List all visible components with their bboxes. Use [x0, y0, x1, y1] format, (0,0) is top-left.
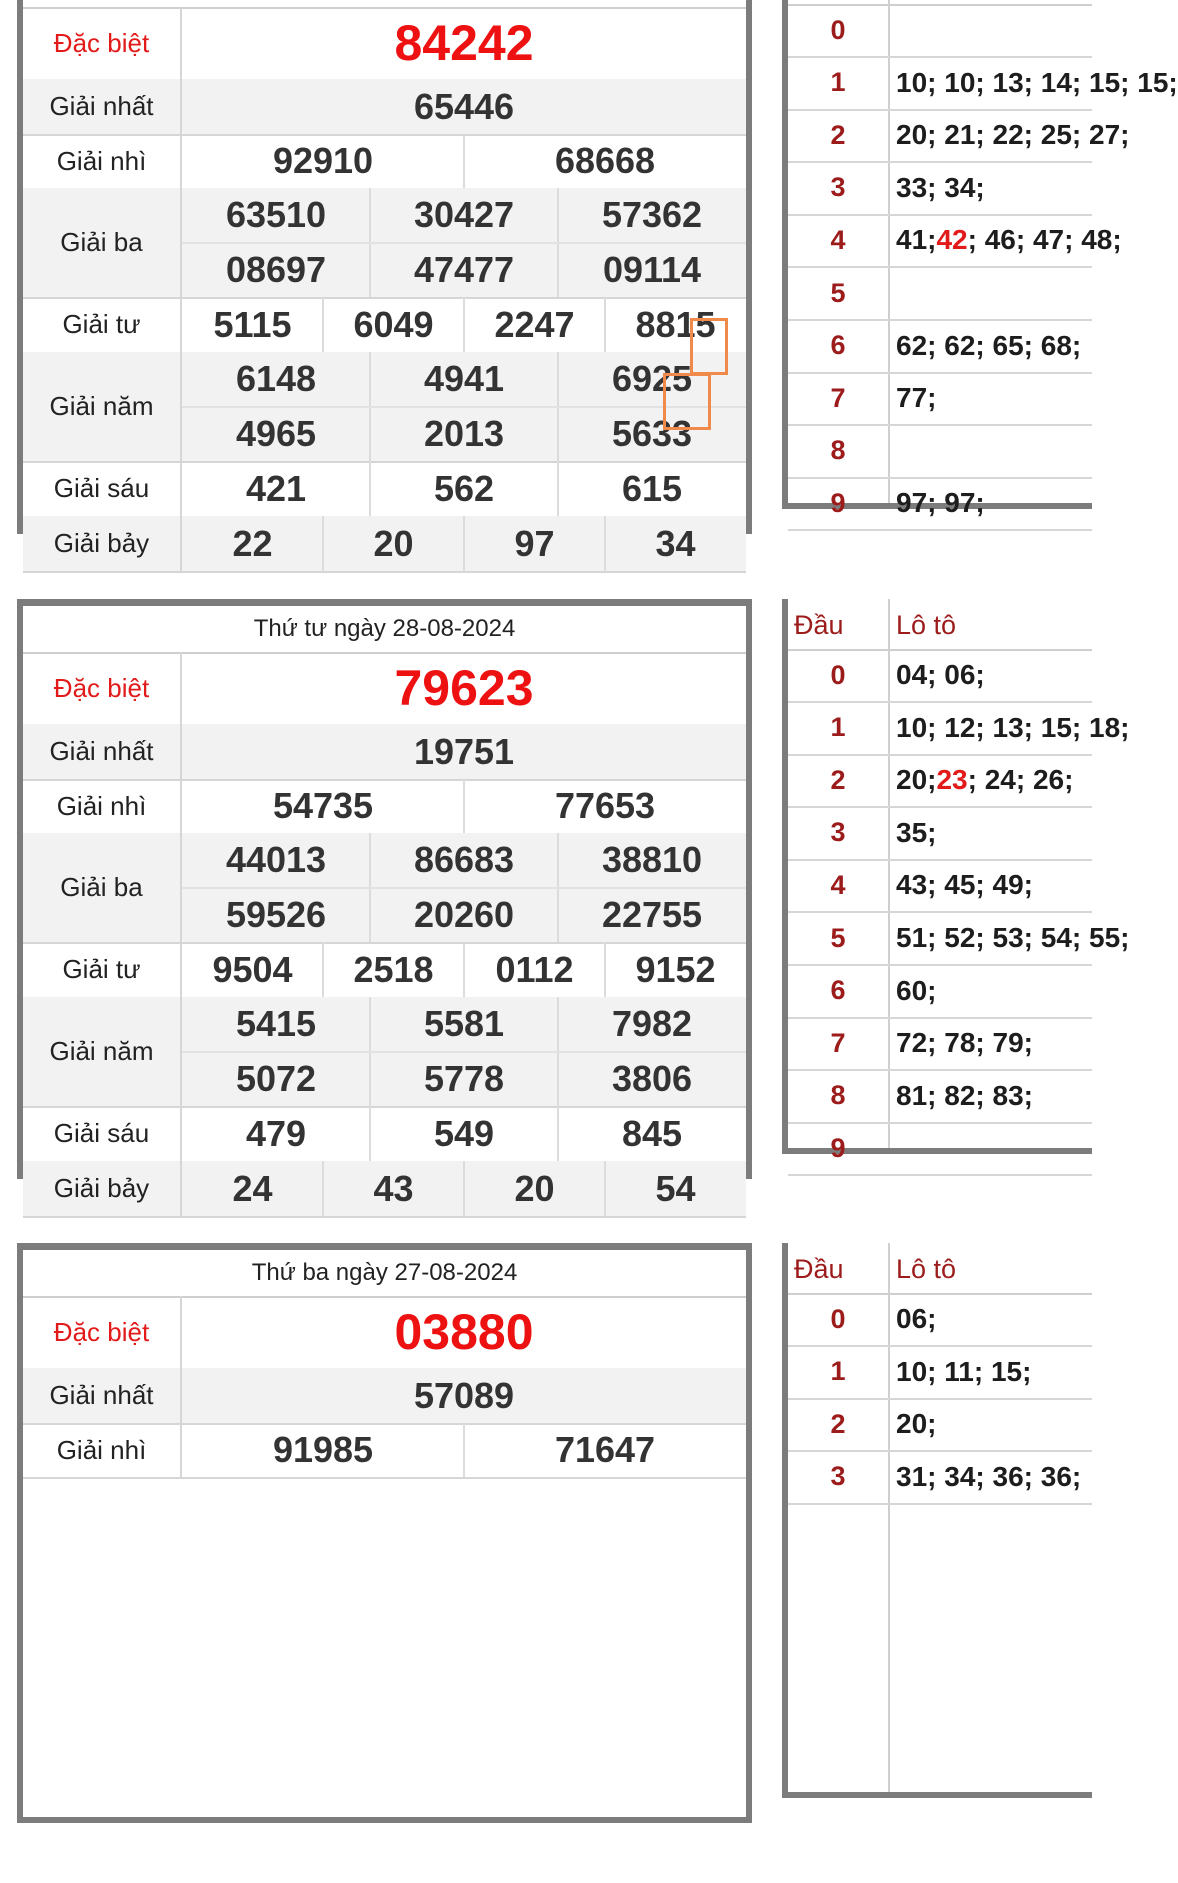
prize-values-sixth: [182, 461, 746, 516]
draw-date: Thứ tư ngày 28-08-2024: [23, 606, 746, 654]
prize-number: 9504: [212, 948, 293, 990]
prize-row-second: [23, 1423, 746, 1479]
prize-label-first: Giải nhất: [23, 79, 182, 134]
prize-row-first: [23, 1368, 746, 1425]
prize-number: 5115: [213, 303, 292, 345]
loto-head-digit: 3: [830, 1461, 846, 1492]
prize-row-seventh: [23, 1161, 746, 1218]
loto-table: [782, 599, 1130, 1163]
prize-number: 549: [433, 1112, 495, 1154]
prize-label-special: Đặc biệt: [23, 652, 182, 724]
prize-number: 6925: [611, 358, 693, 400]
loto-values: [896, 912, 1129, 964]
prize-row-third: [23, 833, 746, 944]
loto-head-digit: 1: [830, 712, 846, 743]
prize-number: 20: [373, 522, 414, 564]
loto-head-digit: 1: [830, 1356, 846, 1387]
prize-label-sixth: Giải sáu: [23, 461, 182, 516]
loto-head-digit: 8: [830, 435, 846, 466]
loto-head-digit: 2: [830, 1408, 846, 1439]
prize-label-fifth: Giải năm: [23, 352, 182, 461]
loto-values: [896, 649, 985, 701]
prize-number: 63510: [225, 194, 327, 236]
loto-values: [896, 1293, 936, 1345]
loto-values-post: ; 46; 47; 48;: [967, 224, 1122, 256]
prize-number: 54: [655, 1167, 696, 1209]
prize-label-special: Đặc biệt: [23, 1296, 182, 1368]
loto-values-pre: 20; 21; 22; 25; 27;: [896, 119, 1130, 151]
prize-number: 22: [232, 522, 273, 564]
loto-head-digit: 4: [830, 869, 846, 900]
prize-label-seventh: Giải bảy: [23, 1161, 182, 1216]
loto-values: [896, 162, 985, 214]
prize-number: 57089: [413, 1374, 515, 1416]
prize-label-seventh: Giải bảy: [23, 516, 182, 571]
loto-values: [896, 1070, 1033, 1122]
loto-row: [788, 1398, 1092, 1452]
prize-row-fifth: [23, 352, 746, 463]
loto-row: [788, 1293, 1092, 1347]
loto-values-pre: 35;: [896, 816, 937, 848]
prize-values-third: [182, 188, 746, 297]
loto-row: [788, 859, 1092, 913]
prize-row-second: [23, 779, 746, 835]
prize-number: 34: [655, 522, 696, 564]
loto-values-pre: 43; 45; 49;: [896, 869, 1033, 901]
loto-values-pre: 33; 34;: [896, 171, 985, 203]
prize-label-first: Giải nhất: [23, 1368, 182, 1423]
loto-head-digit: 2: [830, 764, 846, 795]
loto-head-digit: 8: [830, 1080, 846, 1111]
prize-row-sixth: [23, 461, 746, 518]
draw-block: [0, 1243, 1080, 1883]
prize-values-fourth: [182, 297, 746, 352]
prize-number: 47477: [413, 248, 515, 290]
loto-row: [788, 1017, 1092, 1071]
loto-head-digit: 9: [830, 1132, 846, 1163]
prize-number: 8815: [635, 303, 716, 345]
prize-values-second: [182, 779, 746, 833]
loto-values: [896, 214, 1122, 266]
prize-number: 84242: [394, 15, 534, 71]
prize-number: 562: [433, 467, 495, 509]
prize-row-fifth: [23, 997, 746, 1108]
prize-row-fourth: [23, 942, 746, 999]
prize-label-fifth: Giải năm: [23, 997, 182, 1106]
prize-number: 92910: [272, 140, 374, 181]
prize-number: 2013: [423, 412, 505, 454]
prize-values-second: [182, 1423, 746, 1477]
prize-row-special: [23, 1296, 746, 1370]
loto-values-pre: 77;: [896, 382, 937, 414]
loto-row: [788, 425, 1092, 479]
prize-number: 20260: [413, 893, 515, 935]
prize-row-sixth: [23, 1106, 746, 1163]
loto-values-pre: 72; 78; 79;: [896, 1027, 1033, 1059]
loto-row: [788, 702, 1130, 756]
prize-number: 2247: [494, 303, 575, 345]
prize-number: 19751: [413, 730, 515, 772]
prize-label-third: Giải ba: [23, 833, 182, 942]
prize-number: 5581: [423, 1003, 505, 1045]
loto-values: [896, 372, 936, 424]
prize-number: 30427: [413, 194, 515, 236]
prize-label-second: Giải nhì: [23, 134, 182, 188]
prize-row-special: [23, 652, 746, 726]
results-table: [17, 1243, 752, 1823]
prize-number: 9152: [635, 948, 716, 990]
loto-head-digit: 6: [830, 975, 846, 1006]
loto-head-digit: 7: [830, 382, 846, 413]
prize-values-sixth: [182, 1106, 746, 1161]
prize-number: 5633: [611, 412, 693, 454]
prize-label-third: Giải ba: [23, 188, 182, 297]
loto-head-digit: 3: [830, 817, 846, 848]
highlight-box: [690, 318, 728, 375]
prize-row-first: [23, 79, 746, 136]
loto-row: [788, 1070, 1092, 1124]
loto-values-pre: 81; 82; 83;: [896, 1079, 1033, 1111]
prize-values-fifth: [182, 352, 746, 461]
draw-block: [0, 0, 1178, 594]
prize-label-fourth: Giải tư: [23, 942, 182, 997]
prize-number: 54735: [272, 785, 374, 826]
prize-number: 4965: [235, 412, 317, 454]
loto-head-digit: 2: [830, 119, 846, 150]
loto-row: [788, 754, 1092, 808]
loto-head-digit: 4: [830, 224, 846, 255]
loto-row: [788, 1346, 1092, 1400]
loto-values: [896, 965, 936, 1017]
draw-date: Thứ ba ngày 27-08-2024: [23, 1250, 746, 1298]
prize-number: 08697: [225, 248, 327, 290]
loto-values-pre: 97; 97;: [896, 487, 985, 519]
prize-number: 77653: [554, 785, 656, 826]
loto-values: [896, 109, 1129, 161]
loto-values: [896, 320, 1081, 372]
loto-header: [788, 599, 1092, 651]
loto-head-digit: 5: [830, 922, 846, 953]
loto-head-label: Đầu: [794, 610, 844, 640]
prize-number: 479: [245, 1112, 307, 1154]
loto-head-digit: 0: [830, 1303, 846, 1334]
loto-values-pre: 20;: [896, 764, 937, 796]
loto-values: [896, 1346, 1031, 1398]
draw-block: [0, 599, 1130, 1239]
loto-values-pre: 10; 10; 13; 14; 15; 15;: [896, 66, 1178, 98]
prize-values-first: [182, 79, 746, 134]
prize-values-special: [182, 652, 746, 724]
prize-row-special: [23, 7, 746, 81]
loto-values-pre: 20;: [896, 1408, 937, 1440]
loto-row: [788, 1122, 1092, 1176]
prize-number: 2518: [353, 948, 434, 990]
prize-number: 5778: [423, 1057, 505, 1099]
prize-number: 7982: [611, 1003, 693, 1045]
loto-row: [788, 807, 1092, 861]
prize-number: 5415: [235, 1003, 317, 1045]
prize-number: 68668: [554, 140, 656, 181]
loto-row: [788, 965, 1092, 1019]
loto-values: [896, 754, 1073, 806]
prize-number: 79623: [394, 660, 534, 716]
loto-values-pre: 10; 12; 13; 15; 18;: [896, 711, 1130, 743]
prize-number: 6148: [235, 358, 317, 400]
loto-row: [788, 267, 1092, 321]
loto-header: [788, 1243, 1092, 1295]
loto-table: [782, 0, 1178, 519]
loto-row: [788, 4, 1092, 58]
loto-values: [896, 1398, 936, 1450]
prize-number: 71647: [554, 1429, 656, 1470]
prize-number: 4941: [423, 358, 505, 400]
prize-values-first: [182, 724, 746, 779]
loto-head-label: Đầu: [794, 1254, 844, 1284]
prize-number: 59526: [225, 893, 327, 935]
loto-head-digit: 3: [830, 172, 846, 203]
prize-number: 24: [232, 1167, 273, 1209]
loto-values-pre: 51; 52; 53; 54; 55;: [896, 922, 1130, 953]
loto-values: [896, 859, 1033, 911]
loto-values: [896, 57, 1178, 109]
prize-label-first: Giải nhất: [23, 724, 182, 779]
prize-label-fourth: Giải tư: [23, 297, 182, 352]
prize-number: 65446: [413, 85, 515, 127]
prize-number: 615: [621, 467, 683, 509]
prize-label-second: Giải nhì: [23, 1423, 182, 1477]
prize-number: 845: [621, 1112, 683, 1154]
loto-values-pre: 04; 06;: [896, 659, 985, 690]
prize-number: 03880: [394, 1304, 534, 1360]
prize-row-fourth: [23, 297, 746, 354]
loto-row: [788, 912, 1130, 966]
prize-row-second: [23, 134, 746, 190]
prize-number: 86683: [413, 839, 515, 881]
loto-head-digit: 5: [830, 277, 846, 308]
loto-values-pre: 60;: [896, 974, 937, 1006]
loto-values: [896, 477, 985, 529]
prize-number: 421: [245, 467, 307, 509]
loto-values-pre: 31; 34; 36; 36;: [896, 1460, 1082, 1492]
loto-head-digit: 9: [830, 487, 846, 518]
loto-special-tail: 42: [936, 224, 968, 256]
loto-values: [896, 1451, 1081, 1503]
prize-number: 91985: [272, 1429, 374, 1470]
loto-row: [788, 320, 1092, 374]
results-table: [17, 599, 752, 1209]
prize-values-special: [182, 7, 746, 79]
prize-number: 09114: [602, 248, 702, 290]
prize-number: 44013: [225, 839, 327, 881]
prize-number: 3806: [611, 1057, 693, 1099]
loto-row: [788, 57, 1178, 111]
loto-row: [788, 1451, 1092, 1505]
loto-row: [788, 372, 1092, 426]
prize-values-third: [182, 833, 746, 942]
prize-row-seventh: [23, 516, 746, 573]
prize-values-special: [182, 1296, 746, 1368]
prize-number: 38810: [601, 839, 703, 881]
prize-number: 0112: [495, 948, 574, 990]
prize-values-fifth: [182, 997, 746, 1106]
loto-head-digit: 7: [830, 1027, 846, 1058]
prize-number: 6049: [353, 303, 434, 345]
loto-value-label: Lô tô: [896, 1254, 957, 1284]
prize-number: 20: [514, 1167, 555, 1209]
loto-row: [788, 477, 1092, 531]
prize-number: 22755: [601, 893, 703, 935]
loto-head-digit: 0: [830, 659, 846, 690]
prize-values-seventh: [182, 1161, 746, 1216]
highlight-box: [663, 373, 711, 430]
loto-table: [782, 1243, 1092, 1798]
loto-head-digit: 0: [830, 14, 846, 45]
loto-values: [896, 702, 1129, 754]
loto-head-digit: 6: [830, 330, 846, 361]
loto-row: [788, 109, 1130, 163]
prize-label-second: Giải nhì: [23, 779, 182, 833]
prize-values-first: [182, 1368, 746, 1423]
prize-number: 57362: [601, 194, 703, 236]
prize-row-third: [23, 188, 746, 299]
loto-values-pre: 06;: [896, 1303, 937, 1334]
loto-row: [788, 649, 1092, 703]
loto-head-digit: 1: [830, 67, 846, 98]
loto-special-tail: 23: [936, 764, 968, 796]
loto-values: [896, 807, 936, 859]
prize-number: 5072: [235, 1057, 317, 1099]
loto-values-pre: 10; 11; 15;: [896, 1355, 1032, 1387]
prize-number: 43: [373, 1167, 414, 1209]
loto-values: [896, 1017, 1033, 1069]
prize-label-special: Đặc biệt: [23, 7, 182, 79]
loto-value-label: Lô tô: [896, 610, 957, 640]
prize-row-first: [23, 724, 746, 781]
loto-row: [788, 162, 1092, 216]
loto-values-pre: 62; 62; 65; 68;: [896, 329, 1082, 361]
loto-values-pre: 41;: [896, 224, 937, 256]
prize-label-sixth: Giải sáu: [23, 1106, 182, 1161]
results-table: [17, 0, 752, 564]
prize-values-seventh: [182, 516, 746, 571]
loto-row: [788, 214, 1122, 268]
prize-values-fourth: [182, 942, 746, 997]
prize-values-second: [182, 134, 746, 188]
prize-number: 97: [514, 522, 555, 564]
loto-values-post: ; 24; 26;: [967, 764, 1074, 796]
